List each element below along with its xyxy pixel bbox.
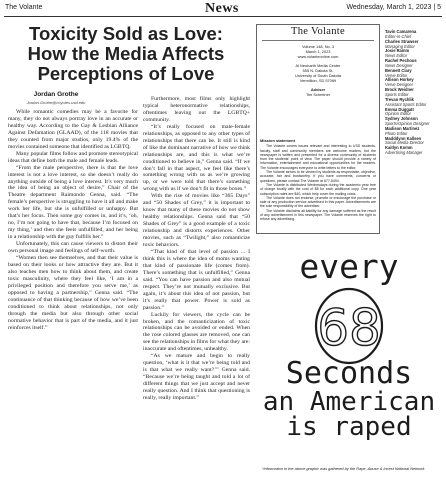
headline-line: How the Media Affects [27,43,225,64]
graphic-line-3: is raped [286,412,412,440]
info-line: University of South Dakota [294,73,342,78]
mission-paragraph: The Volante disclaims all liability for any damage suffered as the result of any advertisement in this newspaper. The Volante reserves the right to refuse any advertising. [260,208,376,222]
section-title: News [205,1,239,16]
staff-role: Editor-in-Chief [385,33,412,39]
staff-role: Photo Editor [385,130,408,136]
staff-name: Bennett Clary [385,67,412,73]
staff-role: Verve Designer [385,82,414,88]
info-line: March 1, 2023 [305,49,331,54]
headline-line: Perceptions of Love [37,63,215,84]
info-line: 555 N. Dakota St. [302,68,334,73]
info-line: Adviser [310,87,326,92]
staff-role: Opinion Editor [385,111,411,117]
graphic-line-1: Seconds [285,356,413,391]
staff-name: Charles Strawser [385,38,419,44]
paragraph: Many popular films follow and promote stereotypical ideas that define both the male and female leads. [8,150,138,164]
paragraph: Luckily for viewers, the cycle can be broken, and the romanticization of toxic relationships can be avoided or ended. When the rose colored glasses are removed, one can see the relationships in films for what they are: inaccurate and oftentimes, unhealthy. [143,311,250,353]
staff-role: Assistant Sports Editor [385,101,427,107]
staff-role: News Designer [385,62,413,68]
mission-paragraph: The Volante is distributed Wednesdays during the academic year free of charge locally with the cost of $8 for each additional copy. One year subscription rates are $40, which help cover the mailing costs. [260,182,376,196]
paper-name: The Volante [5,4,43,11]
staff-name: Kaitlyn Komm [385,145,413,151]
paragraph: Furthermore, most films only highlight typical heteronormative relationships, oftentimes leaving out the LGBTQ+ community. [143,96,250,123]
staff-role: Verve Editor [385,72,408,78]
mission-paragraph: The Volante strives to be viewed by students as respectable, objective, accurate, fair and trustworthy. If you have comments, concerns or questions, please contact The Volante at 677-5494. [260,170,376,183]
staff-role: Managing Editor [385,43,415,49]
staff-role: Advertising Manager [385,150,423,156]
paragraph: “It’s really focused on male-female relationships, as opposed to any other types of relationships that there can be. It still is kind of like the dominant narrative of how we think relationships are, and this is what we’re conditioned to believe in,” Genna said. “If we don’t fall in that aspect, we feel like there’s something wrong with us as we’re growing up, or we were told that there’s something wrong with us if we don’t fit in those boxes.” [143,123,250,193]
staff-role: Sports/Opinion Designer [385,121,430,127]
statistic-graphic [252,238,446,440]
info-line: Tim Schreiner [305,92,331,97]
paragraph: “From the male perspective, there is that the love interest is not a love interest, so she doesn’t really do anything outside of being a love interest. It’s very much the idea of being an object of desire,” Chair of the Theatre department Raimondo Genna, said. “The female’s perspective is struggling to have it all and make work her life, but she is unfulfilled or unhappy. But that’s her focus. Then some guy comes in, and it’s, ‘oh, no, I’m not going to have that, because I’m focused on my thing,’ and then she feels unfulfilled, and her being in a relationship with the guy fulfills her.” [8,164,138,241]
mission-statement [260,139,376,222]
staff-role: Social Media Director [385,140,424,146]
staff-name: Allison Horkey [385,77,414,83]
headline [8,24,244,84]
header-rule [4,16,442,17]
headline-line: Toxicity Sold as Love: [29,23,223,44]
masthead-divider [262,40,374,41]
staff-name: Madison Martinez [385,125,420,131]
staff-name: Sydney Johnson [385,116,418,122]
masthead-info [258,44,378,97]
date-page: Wednesday, March 1, 2023 | 5 [346,4,441,11]
author-email: Jordan.Grothe@coyotes.usd.edu [26,100,86,105]
graphic-number: 68 [317,299,381,357]
staff-name: Rachel Pechous [385,58,417,64]
article-column-2 [143,96,250,402]
paragraph: Unfortunately, this can cause viewers to distort their own personal image and feelings of self-worth. [8,241,138,255]
staff-name: Tavin Camarena [385,29,417,34]
graphic-top-word: every [299,247,399,286]
staff-list [385,30,443,156]
mission-paragraph: The Volante does not endorse, promote or encourage the purchase or sale of any production service advertised in this paper. Advertisements are the sole responsibility of the advertiser. [260,195,376,209]
paragraph: “That kind of that level of passion ... I think this is where the idea of moms wanting that kind of passionate life (comes from). There’s something that is unfulfilled,” Genna said. “You can have passion and also mutual respect. They’re not mutually exclusive. But again, it’s about this idea of not passion, but it’s really that power. Power is sold as passion.” [143,248,250,311]
staff-role: Sports Editor [385,91,409,97]
article-column-1 [8,109,138,332]
graphic-line-2: an American [262,387,436,417]
info-line: Vermillion, SD 57069 [299,78,337,83]
info-line: Al Neuharth Media Center [295,63,341,68]
paragraph: “Women then see themselves, and that their value is based on their looks or how attractive they are. But it also teaches men how to think about them, and create toxic masculinity, where they feel like, ‘I am in a privileged position and therefore you serve me,’ as opposed to having a partnership,” Genna said. “The continuance of that thinking because of how we’ve been conditioned to think about relationships, not only through the media but also through other social normative behavior that is part of the media, and it just reinforces itself.” [8,255,138,331]
author-name: Jordan Grothe [33,91,79,98]
mission-paragraph: The Volante covers issues relevant and interesting to USD students, faculty, staff and community members are welcome readers, but the newspaper is written and presented for a diverse community of students from the students' point of view. The paper should provide a variety of information, entertainment and educational opportunities for the readers. The Volante encourages everyone to write letters to the editor. [260,144,376,170]
info-line[interactable]: www.volanteonline.com [297,54,339,59]
staff-name: Josie Ramm [385,48,410,54]
masthead-title: The Volante [291,26,345,37]
paragraph: While romantic comedies may be a favorite for many, they do not always portray love in an accurate or healthy way. According to the Gay & Lesbian Alliance Against Defamation (GLAAD), of the 118 movies that they counted from major studios, only 19.4% of the movies contained someone that identified as LGBTQ. [8,109,138,150]
paragraph: “As we mature and begin to really question, ‘what is it that we’re being told and is that what we really want?’” Genna said. “Because we’re being taught and told a lot of different things that we just accept and never really question. And I think that questioning is really, really important.” [143,353,250,401]
staff-name: Emma Duggatt [385,106,414,112]
staff-name: Trevan Rychlik [385,96,414,102]
staff-name: Brock Weidner [385,87,414,93]
staff-role: News Editor [385,53,408,59]
info-line: Volume 148, No. 3 [301,44,334,49]
mission-title: Mission statement [260,138,295,143]
byline [8,91,104,105]
staff-name: Madddynn Kallsen [385,135,422,141]
graphic-footnote: *Information in the above graphic was gathered by the Rape, Abuse & Incest National Network [262,466,425,471]
paragraph: With the rise of movies like “365 Days” and “50 Shades of Grey,” it is important to know that many of these movies do not show healthy relationships. Genna said that “50 Shades of Grey” is a good example of a toxic relationship and distorts experiences. Other movies, such as “Twilight,” also romanticize toxic behaviors. [143,193,250,249]
